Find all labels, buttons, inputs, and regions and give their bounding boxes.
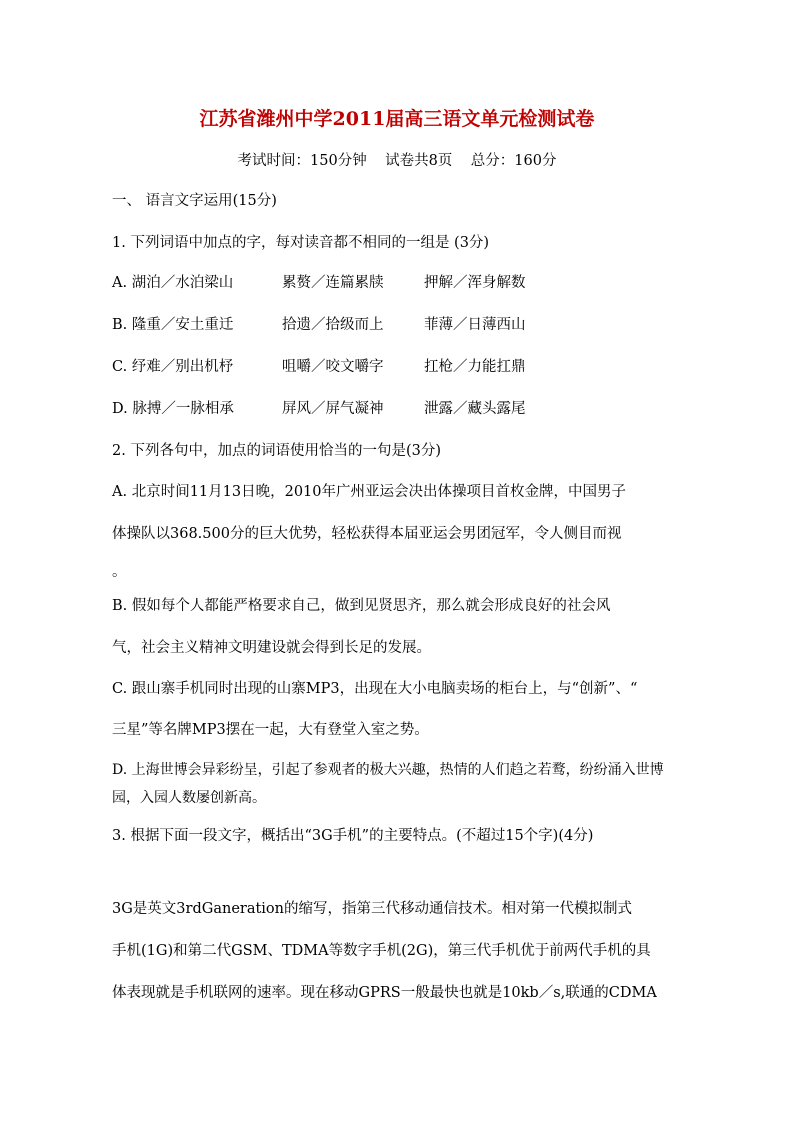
q2-option-b-line2: 气，社会主义精神文明建设就会得到长足的发展。 xyxy=(112,640,431,656)
exam-title: 江苏省潍州中学2011届高三语文单元检测试卷 xyxy=(199,108,595,130)
exam-info: 考试时间：150分钟 试卷共8页 总分：160分 xyxy=(237,153,557,169)
q2-option-c-line1: C. 跟山寨手机同时出现的山寨MP3，出现在大小电脑卖场的柜台上，与“创新”、“ xyxy=(112,681,638,697)
q1-option-a-part1: A. 湖泊／水泊梁山 xyxy=(112,275,234,291)
q3-passage-line3: 体表现就是手机联网的速率。现在移动GPRS一般最快也就是10kb／s,联通的CDMA xyxy=(112,985,657,1001)
q1-option-a-part3: 押解／浑身解数 xyxy=(424,275,526,291)
q1-option-b-part3: 菲薄／日薄西山 xyxy=(424,317,526,333)
q1-option-d-part1: D. 脉搏／一脉相承 xyxy=(112,401,234,417)
q2-option-c-line2: 三星”等名牌MP3摆在一起，大有登堂入室之势。 xyxy=(112,722,429,738)
question-1-stem: 1. 下列词语中加点的字，每对读音都不相同的一组是 (3分) xyxy=(112,235,490,251)
section-heading: 一、 语言文字运用(15分) xyxy=(112,193,277,209)
q1-option-b-part1: B. 隆重／安土重迁 xyxy=(112,317,234,333)
q1-option-d-part2: 屏风／屏气凝神 xyxy=(282,401,384,417)
q1-option-d-part3: 泄露／藏头露尾 xyxy=(424,401,526,417)
q2-option-d-line2: 园，入园人数屡创新高。 xyxy=(112,790,266,806)
q2-option-a-line1: A. 北京时间11月13日晚，2010年广州亚运会决出体操项目首枚金牌，中国男子 xyxy=(112,484,626,500)
q3-passage-line2: 手机(1G)和第二代GSM、TDMA等数字手机(2G)，第三代手机优于前两代手机的具 xyxy=(112,943,651,959)
q1-option-a-part2: 累赘／连篇累牍 xyxy=(282,275,384,291)
q2-option-a-line3: 。 xyxy=(112,564,127,580)
q1-option-b-part2: 拾遗／拾级而上 xyxy=(282,317,384,333)
q1-option-c-part3: 扛枪／力能扛鼎 xyxy=(424,359,526,375)
question-2-stem: 2. 下列各句中，加点的词语使用恰当的一句是(3分) xyxy=(112,443,441,459)
q2-option-a-line2: 体操队以368.500分的巨大优势，轻松获得本届亚运会男团冠军，令人侧目而视 xyxy=(112,526,622,542)
q2-option-d-line1: D. 上海世博会异彩纷呈，引起了参观者的极大兴趣，热情的人们趋之若鹜，纷纷涌入世博 xyxy=(112,762,664,778)
q1-option-c-part2: 咀嚼／咬文嚼字 xyxy=(282,359,384,375)
question-3-stem: 3. 根据下面一段文字，概括出“3G手机”的主要特点。(不超过15个字)(4分) xyxy=(112,828,594,844)
q2-option-b-line1: B. 假如每个人都能严格要求自己，做到见贤思齐，那么就会形成良好的社会风 xyxy=(112,598,611,614)
q1-option-c-part1: C. 纾难／别出机杼 xyxy=(112,359,234,375)
q3-passage-line1: 3G是英文3rdGaneration的缩写，指第三代移动通信技术。相对第一代模拟制式 xyxy=(112,901,633,917)
